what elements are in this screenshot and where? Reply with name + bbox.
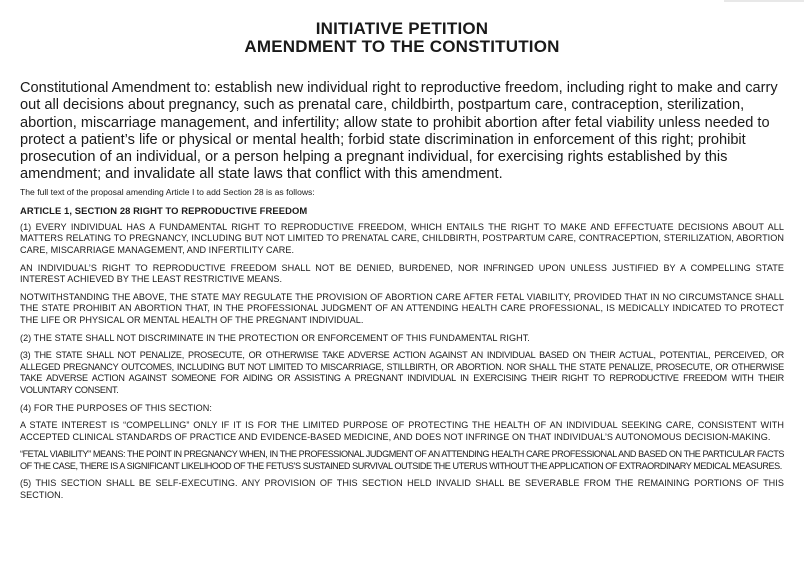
- section-paragraph-6: (4) FOR THE PURPOSES OF THIS SECTION:: [20, 402, 213, 413]
- title-line-1: INITIATIVE PETITION: [315, 19, 489, 38]
- amendment-summary: Constitutional Amendment to: establish new individual right to reproductive freedom, including right to make and carry out all decisions about pregnancy, such as prenatal care, childbirth, postpartum care, contraception, sterilization, abortion, miscarriage management, and infertility; allow state to prohibit abortion after fetal viability unless needed to protect a patient’s life or physical or mental health; forbid state discrimination in enforcement of this right; prohibit prosecution of an individual, or a person helping a pregnant individual, for exercising rights established by this amendment; and invalidate all state laws that conflict with this amendment.: [20, 80, 778, 183]
- section-paragraph-8: “FETAL VIABILITY” MEANS: THE POINT IN PREGNANCY WHEN, IN THE PROFESSIONAL JUDGMENT OF AN ATTENDING HEALTH CARE PROFESSIONAL AND BASED ON THE PARTICULAR FACTS OF THE CASE, THERE IS A SIGNIFICANT LIKELIHOOD OF THE FETUS’S SUSTAINED SURVIVAL OUTSIDE THE UTERUS WITHOUT THE APPLICATION OF EXTRAORDINARY MEDICAL MEASURES.: [20, 449, 784, 471]
- section-paragraph-2: AN INDIVIDUAL’S RIGHT TO REPRODUCTIVE FREEDOM SHALL NOT BE DENIED, BURDENED, NOR INFRINGED UPON UNLESS JUSTIFIED BY A COMPELLING STATE INTEREST ACHIEVED BY THE LEAST RESTRICTIVE MEANS.: [20, 262, 784, 285]
- section-paragraph-5: (3) THE STATE SHALL NOT PENALIZE, PROSECUTE, OR OTHERWISE TAKE ADVERSE ACTION AGAINST AN INDIVIDUAL BASED ON THEIR ACTUAL, POTENTIAL, PERCEIVED, OR ALLEGED PREGNANCY OUTCOMES, INCLUDING BUT NOT LIMITED TO MISCARRIAGE, STILLBIRTH, OR ABORTION. NOR SHALL THE STATE PENALIZE, PROSECUTE, OR OTHERWISE TAKE ADVERSE ACTION AGAINST SOMEONE FOR AIDING OR ASSISTING A PREGNANT INDIVIDUAL IN EXERCISING THEIR RIGHT TO REPRODUCTIVE FREEDOM WITH THEIR VOLUNTARY CONSENT.: [20, 350, 784, 395]
- section-paragraph-9: (5) THIS SECTION SHALL BE SELF-EXECUTING. ANY PROVISION OF THIS SECTION HELD INVALID SHALL BE SEVERABLE FROM THE REMAINING PORTIONS OF THIS SECTION.: [20, 478, 784, 501]
- full-text-intro: The full text of the proposal amending Article I to add Section 28 is as follows:: [20, 186, 315, 197]
- section-paragraph-3: NOTWITHSTANDING THE ABOVE, THE STATE MAY REGULATE THE PROVISION OF ABORTION CARE AFTER FETAL VIABILITY, PROVIDED THAT IN NO CIRCUMSTANCE SHALL THE STATE PROHIBIT AN ABORTION THAT, IN THE PROFESSIONAL JUDGMENT OF AN ATTENDING HEALTH CARE PROFESSIONAL, IS MEDICALLY INDICATED TO PROTECT THE LIFE OR PHYSICAL OR MENTAL HEALTH OF THE PREGNANT INDIVIDUAL.: [20, 291, 784, 325]
- section-paragraph-7: A STATE INTEREST IS “COMPELLING” ONLY IF IT IS FOR THE LIMITED PURPOSE OF PROTECTING THE HEALTH OF AN INDIVIDUAL SEEKING CARE, CONSISTENT WITH ACCEPTED CLINICAL STANDARDS OF PRACTICE AND EVIDENCE-BASED MEDICINE, AND DOES NOT INFRINGE ON THAT INDIVIDUAL’S AUTONOMOUS DECISION-MAKING.: [20, 420, 784, 442]
- section-paragraph-4: (2) THE STATE SHALL NOT DISCRIMINATE IN THE PROTECTION OR ENFORCEMENT OF THIS FUNDAMENTAL RIGHT.: [20, 332, 530, 343]
- scan-edge-mark: [724, 0, 804, 2]
- document-title: [20, 20, 784, 56]
- article-heading: ARTICLE 1, SECTION 28 RIGHT TO REPRODUCTIVE FREEDOM: [20, 204, 308, 216]
- title-line-2: AMENDMENT TO THE CONSTITUTION: [244, 37, 560, 56]
- section-paragraph-1: (1) EVERY INDIVIDUAL HAS A FUNDAMENTAL RIGHT TO REPRODUCTIVE FREEDOM, WHICH ENTAILS THE RIGHT TO MAKE AND EFFECTUATE DECISIONS ABOUT ALL MATTERS RELATING TO PREGNANCY, INCLUDING BUT NOT LIMITED TO PRENATAL CARE, CHILDBIRTH, POSTPARTUM CARE, CONTRACEPTION, STERILIZATION, ABORTION CARE, MISCARRIAGE MANAGEMENT, AND INFERTILITY CARE.: [20, 221, 784, 255]
